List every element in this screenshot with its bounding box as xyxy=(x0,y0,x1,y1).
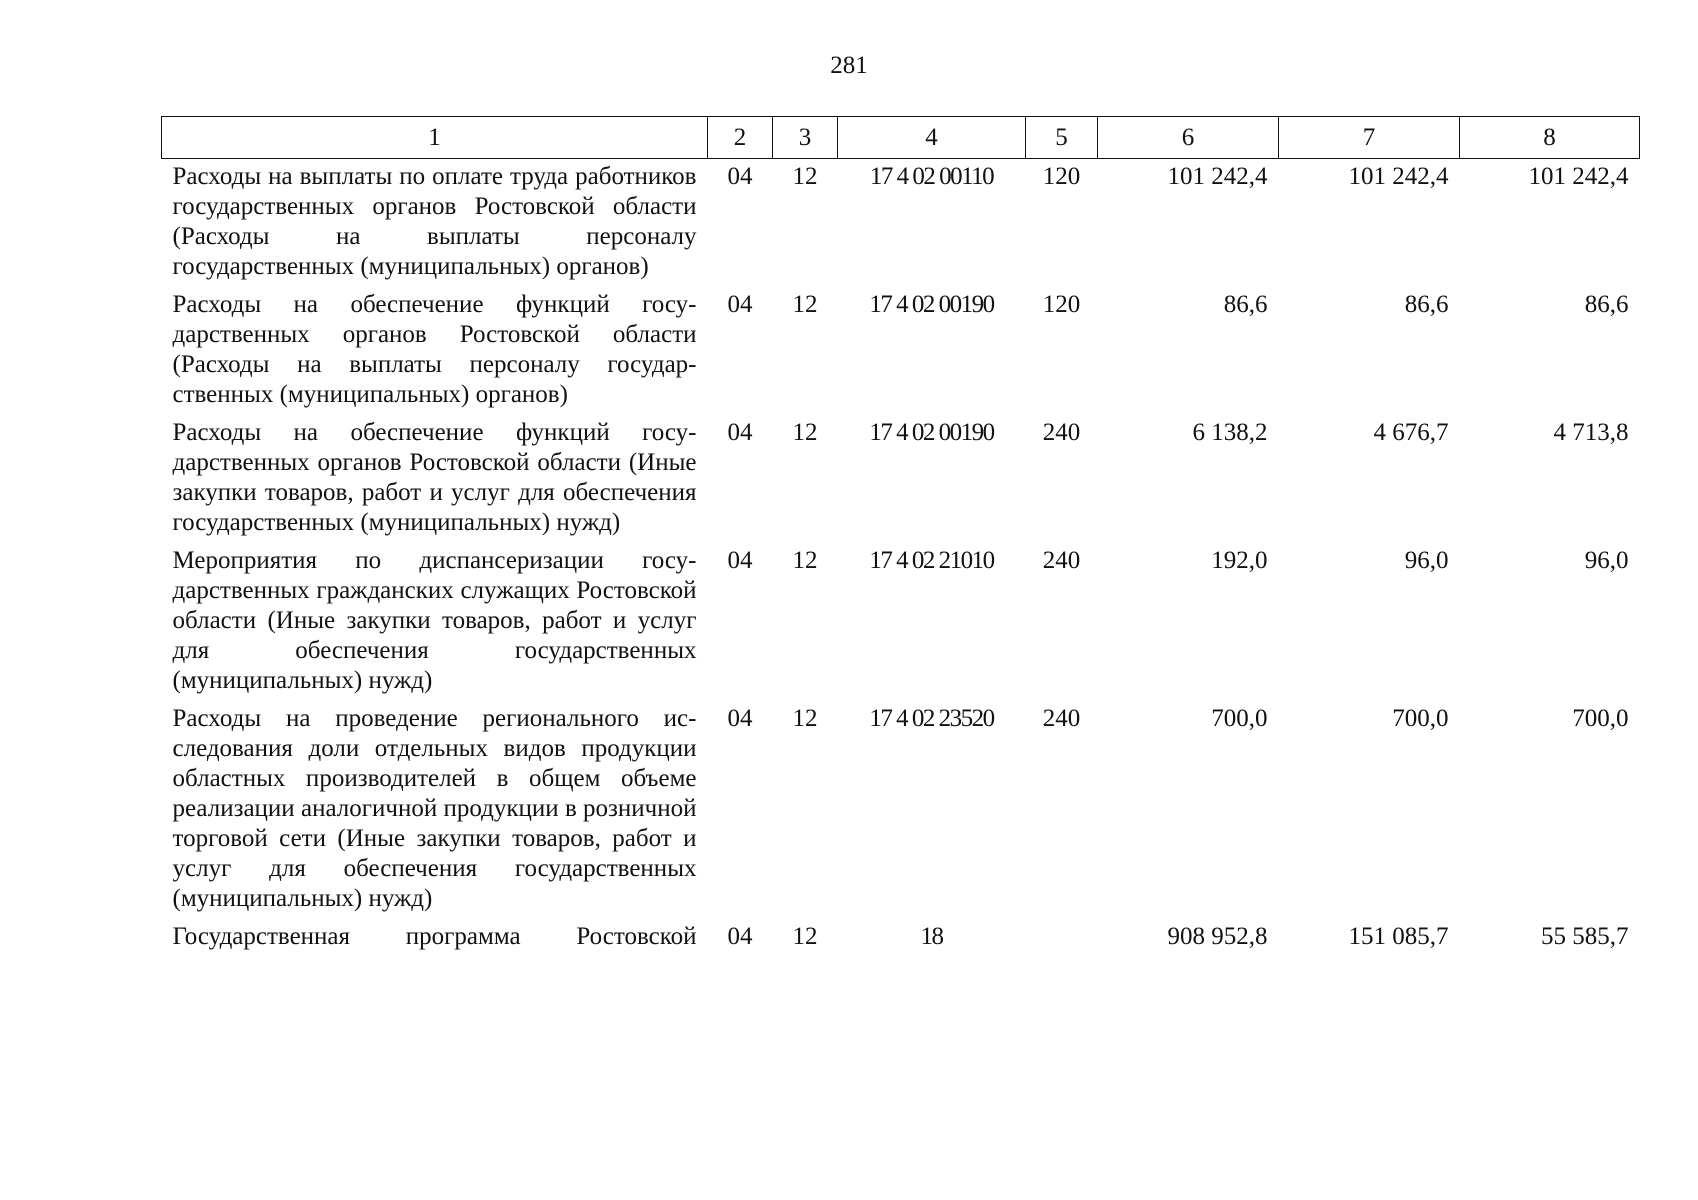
row-amount-col7: 86,6 xyxy=(1404,291,1449,318)
row-section: 04 xyxy=(727,547,753,574)
row-section: 04 xyxy=(727,705,753,732)
row-amount-col8: 55 585,7 xyxy=(1541,923,1629,950)
row-subsection: 12 xyxy=(792,705,818,732)
row-amount-col6: 86,6 xyxy=(1223,291,1268,318)
header-col-4: 4 xyxy=(838,117,1026,159)
row-amount-col6: 6 138,2 xyxy=(1192,419,1268,446)
row-expense-type: 120 xyxy=(1042,291,1081,318)
row-amount-col6: 101 242,4 xyxy=(1167,163,1268,190)
row-amount-col7: 151 085,7 xyxy=(1348,923,1449,950)
row-target-code: 17 4 02 00110 xyxy=(869,163,994,190)
row-target-code: 17 4 02 00190 xyxy=(869,419,994,446)
row-subsection: 12 xyxy=(792,163,818,190)
header-col-7: 7 xyxy=(1279,117,1460,159)
table-body xyxy=(162,159,1640,958)
row-description: Государственная программа Ростовской xyxy=(172,923,697,950)
row-expense-type: 240 xyxy=(1042,419,1081,446)
row-target-code: 18 xyxy=(920,923,943,950)
row-expense-type xyxy=(1026,919,1098,957)
row-target-code: 17 4 02 23520 xyxy=(869,705,994,732)
row-amount-col6: 908 952,8 xyxy=(1167,923,1268,950)
row-description: Расходы на обеспечение функций государственных органов Ростовской области (Расходы на выплаты персоналу государственных (муниципальных) органов) xyxy=(172,291,697,408)
row-subsection: 12 xyxy=(792,291,818,318)
row-subsection: 12 xyxy=(792,923,818,950)
budget-table xyxy=(161,116,1640,957)
row-description: Расходы на проведение регионального исследования доли отдельных видов продукции областных производителей в общем объеме реализации аналогичной продукции в розничной торговой сети (Иные закупки товаров, работ и услуг для обеспечения государственных (муниципальных) нужд) xyxy=(172,705,697,912)
row-amount-col8: 86,6 xyxy=(1584,291,1629,318)
row-amount-col6: 700,0 xyxy=(1211,705,1268,732)
page-number: 281 xyxy=(830,52,868,79)
row-expense-type: 120 xyxy=(1042,163,1081,190)
header-col-3: 3 xyxy=(773,117,838,159)
row-description: Мероприятия по диспансеризации государственных гражданских служащих Ростовской области (Иные закупки товаров, работ и услуг для обеспечения государственных (муниципальных) нужд) xyxy=(172,547,697,694)
row-description: Расходы на выплаты по оплате труда работников государственных органов Ростовской области (Расходы на выплаты персоналу государственных (муниципальных) органов) xyxy=(172,163,697,280)
row-section: 04 xyxy=(727,163,753,190)
header-col-5: 5 xyxy=(1026,117,1098,159)
table-row xyxy=(162,543,1640,701)
row-section: 04 xyxy=(727,291,753,318)
row-subsection: 12 xyxy=(792,547,818,574)
row-amount-col7: 96,0 xyxy=(1404,547,1449,574)
table-row xyxy=(162,287,1640,415)
row-section: 04 xyxy=(727,419,753,446)
row-expense-type: 240 xyxy=(1042,705,1081,732)
table-row xyxy=(162,919,1640,957)
row-description: Расходы на обеспечение функций государственных органов Ростовской области (Иные закупки товаров, работ и услуг для обеспечения государственных (муниципальных) нужд) xyxy=(172,419,697,536)
row-target-code: 17 4 02 00190 xyxy=(869,291,994,318)
row-expense-type: 240 xyxy=(1042,547,1081,574)
row-amount-col7: 4 676,7 xyxy=(1373,419,1449,446)
row-amount-col7: 700,0 xyxy=(1392,705,1449,732)
row-amount-col8: 700,0 xyxy=(1572,705,1629,732)
row-target-code: 17 4 02 21010 xyxy=(869,547,994,574)
header-row xyxy=(162,117,1640,159)
row-amount-col8: 4 713,8 xyxy=(1553,419,1629,446)
row-amount-col8: 96,0 xyxy=(1584,547,1629,574)
header-col-8: 8 xyxy=(1460,117,1640,159)
header-col-1: 1 xyxy=(162,117,708,159)
row-section: 04 xyxy=(727,923,753,950)
budget-table-container xyxy=(161,116,1639,957)
header-col-2: 2 xyxy=(708,117,773,159)
table-row xyxy=(162,415,1640,543)
table-header xyxy=(162,117,1640,159)
row-amount-col8: 101 242,4 xyxy=(1528,163,1629,190)
table-row xyxy=(162,701,1640,919)
header-col-6: 6 xyxy=(1098,117,1279,159)
row-amount-col6: 192,0 xyxy=(1211,547,1268,574)
row-amount-col7: 101 242,4 xyxy=(1348,163,1449,190)
table-row xyxy=(162,159,1640,288)
row-subsection: 12 xyxy=(792,419,818,446)
